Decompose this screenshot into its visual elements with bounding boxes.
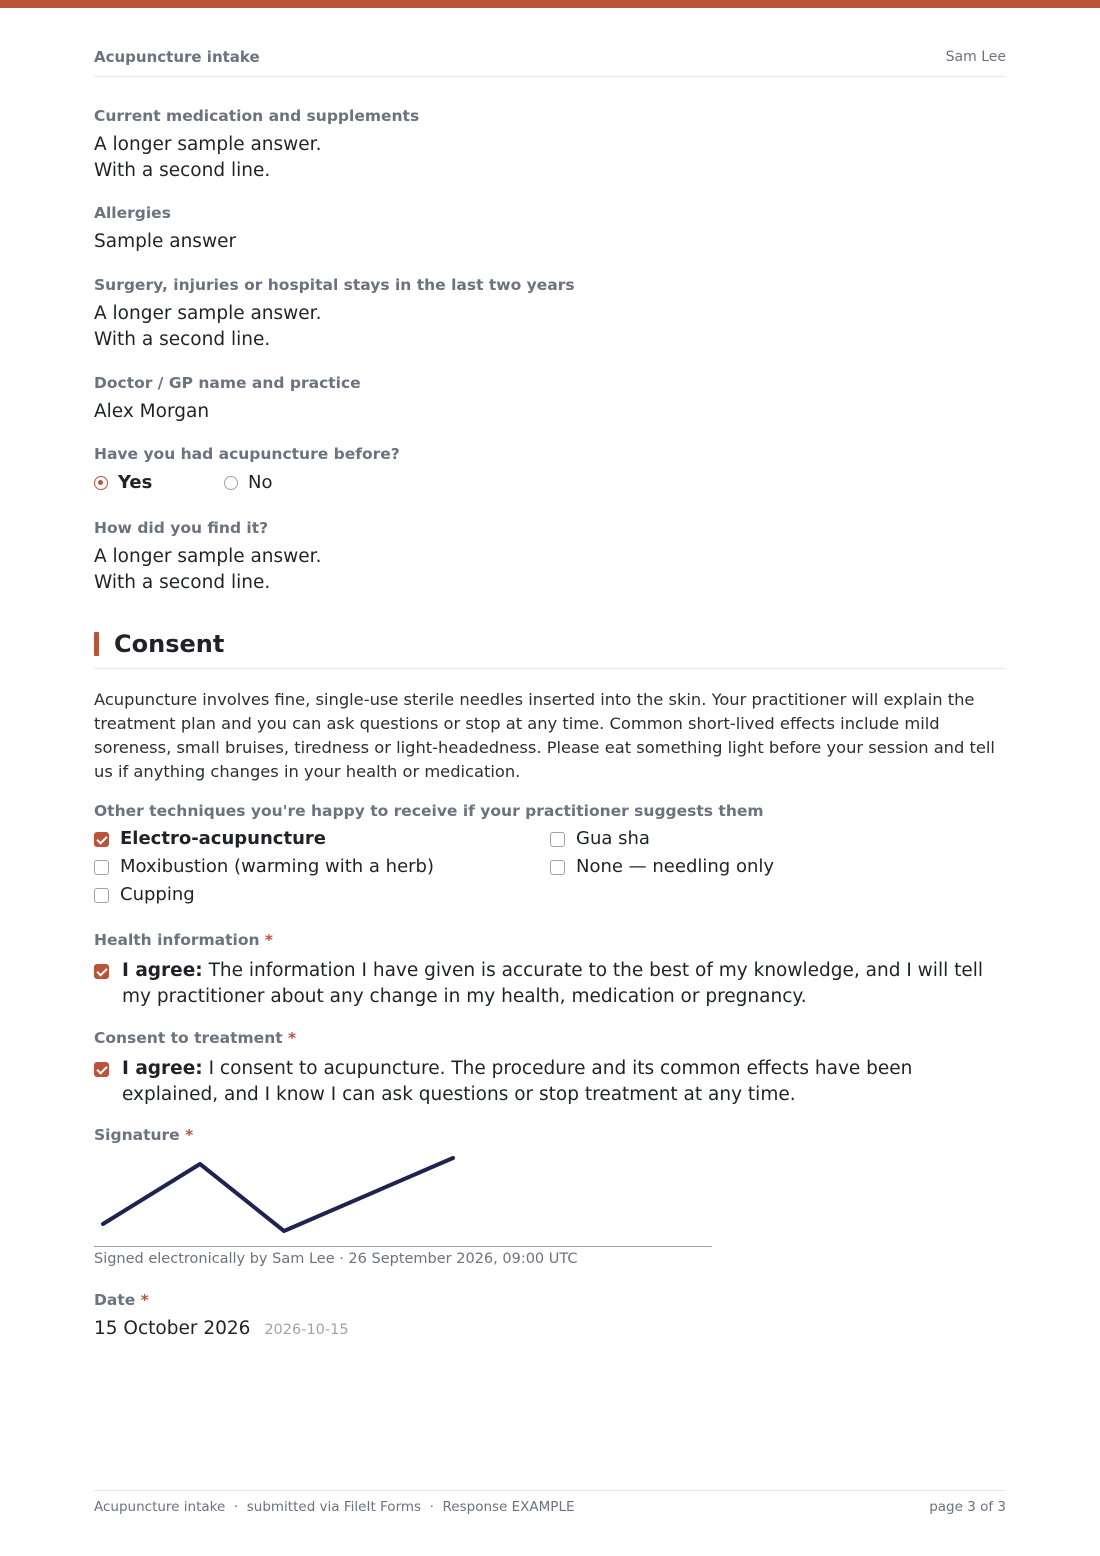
radio-label: No (248, 472, 273, 493)
checkbox-moxibustion[interactable] (94, 855, 434, 879)
agree-health-checkbox[interactable] (94, 958, 1006, 1010)
field-allergies (94, 203, 1006, 255)
required-mark: * (288, 1029, 297, 1047)
field-label (94, 1290, 1006, 1310)
field-label: Other techniques you're happy to receive if your practitioner suggests them (94, 802, 764, 820)
field-answer (94, 301, 1006, 353)
signature-note: Signed electronically by Sam Lee · 26 September 2026, 09:00 UTC (94, 1251, 578, 1267)
answer-line: Alex Morgan (94, 401, 210, 422)
radio-group (94, 472, 1006, 496)
checkbox-checked-icon (94, 832, 109, 847)
checkbox-empty-icon (550, 832, 565, 847)
field-health-information (94, 930, 1006, 1010)
radio-selected-icon (94, 476, 108, 490)
signature-box (94, 1152, 712, 1247)
answer-line: Sample answer (94, 231, 237, 252)
required-mark: * (140, 1291, 149, 1309)
form-title: Acupuncture intake (94, 48, 260, 66)
checkbox-group (94, 827, 1006, 919)
required-mark: * (264, 931, 274, 949)
radio-empty-icon (224, 476, 238, 490)
field-label (94, 1028, 1006, 1048)
checkbox-label: Gua sha (576, 828, 650, 849)
checkbox-empty-icon (94, 888, 109, 903)
required-mark: * (185, 1126, 194, 1144)
checkbox-empty-icon (550, 860, 565, 875)
top-accent-bar (0, 0, 1100, 8)
section-title: Consent (114, 630, 225, 658)
label-text: Health information (94, 931, 260, 949)
field-acupuncture-before (94, 444, 1006, 496)
field-answer (94, 544, 1006, 596)
agree-text: The information I have given is accurate to the best of my knowledge, and I will tell my practitioner about any change in my health, medication or pregnancy. (122, 960, 984, 1007)
field-medication (94, 106, 1006, 184)
field-label (94, 1125, 1006, 1145)
checkbox-electro-acupuncture[interactable] (94, 827, 326, 851)
section-accent-bar (94, 632, 99, 656)
radio-yes[interactable] (94, 472, 152, 493)
field-label: How did you find it? (94, 519, 269, 537)
checkbox-cupping[interactable] (94, 883, 195, 907)
field-label: Current medication and supplements (94, 107, 420, 125)
agree-treatment-checkbox[interactable] (94, 1056, 1006, 1108)
field-label: Doctor / GP name and practice (94, 374, 361, 392)
field-label: Have you had acupuncture before? (94, 445, 400, 463)
field-answer (94, 229, 1006, 255)
answer-line: With a second line. (94, 329, 271, 350)
footer-info: Acupuncture intake · submitted via FileIt Forms · Response EXAMPLE (94, 1499, 575, 1515)
field-label: Allergies (94, 204, 171, 222)
label-text: Signature (94, 1126, 180, 1144)
field-signature-label (94, 1125, 1006, 1145)
section-consent-heading (94, 628, 1006, 669)
field-consent-to-treatment (94, 1028, 1006, 1108)
field-doctor (94, 373, 1006, 425)
respondent-name: Sam Lee (945, 49, 1006, 65)
date-answer (94, 1316, 1006, 1343)
checkbox-empty-icon (94, 860, 109, 875)
checkbox-label: Moxibustion (warming with a herb) (120, 856, 434, 877)
field-label (94, 930, 1006, 950)
signature-stroke (103, 1158, 453, 1231)
answer-line: A longer sample answer. (94, 303, 322, 324)
checkbox-label: None — needling only (576, 856, 775, 877)
date-value: 15 October 2026 (94, 1318, 251, 1339)
answer-line: A longer sample answer. (94, 134, 322, 155)
answer-line: With a second line. (94, 572, 271, 593)
answer-line: A longer sample answer. (94, 546, 322, 567)
checkbox-checked-icon (94, 964, 109, 979)
consent-intro-text: Acupuncture involves fine, single-use sterile needles inserted into the skin. Your practitioner will explain the treatment plan and you can ask questions or stop at any time. Common short-lived effects include mild soreness, small bruises, tiredness or light-headedness. Please eat something light before your session and tell us if anything changes in your health or medication. (94, 690, 995, 781)
field-label: Surgery, injuries or hospital stays in the last two years (94, 276, 575, 294)
page-header (94, 48, 1006, 77)
date-iso: 2026-10-15 (264, 1322, 349, 1338)
answer-line: With a second line. (94, 160, 271, 181)
field-how-found (94, 518, 1006, 596)
radio-no[interactable] (224, 472, 272, 493)
checkbox-checked-icon (94, 1062, 109, 1077)
field-techniques (94, 801, 1006, 919)
page-number: page 3 of 3 (929, 1499, 1006, 1515)
checkbox-label: Cupping (120, 884, 195, 905)
field-answer (94, 399, 1006, 425)
radio-label: Yes (118, 472, 153, 493)
agree-label: I agree: (122, 960, 203, 981)
page-footer (94, 1490, 1006, 1515)
agree-text: I consent to acupuncture. The procedure and its common effects have been explained, and I know I can ask questions or stop treatment at any time. (122, 1058, 913, 1105)
label-text: Date (94, 1291, 136, 1309)
checkbox-gua-sha[interactable] (550, 827, 650, 851)
agree-label: I agree: (122, 1058, 203, 1079)
field-surgery (94, 275, 1006, 353)
checkbox-label: Electro-acupuncture (120, 828, 326, 849)
checkbox-none-needling-only[interactable] (550, 855, 774, 879)
signature-drawing (94, 1152, 712, 1246)
label-text: Consent to treatment (94, 1029, 283, 1047)
field-date (94, 1290, 1006, 1343)
field-answer (94, 132, 1006, 184)
